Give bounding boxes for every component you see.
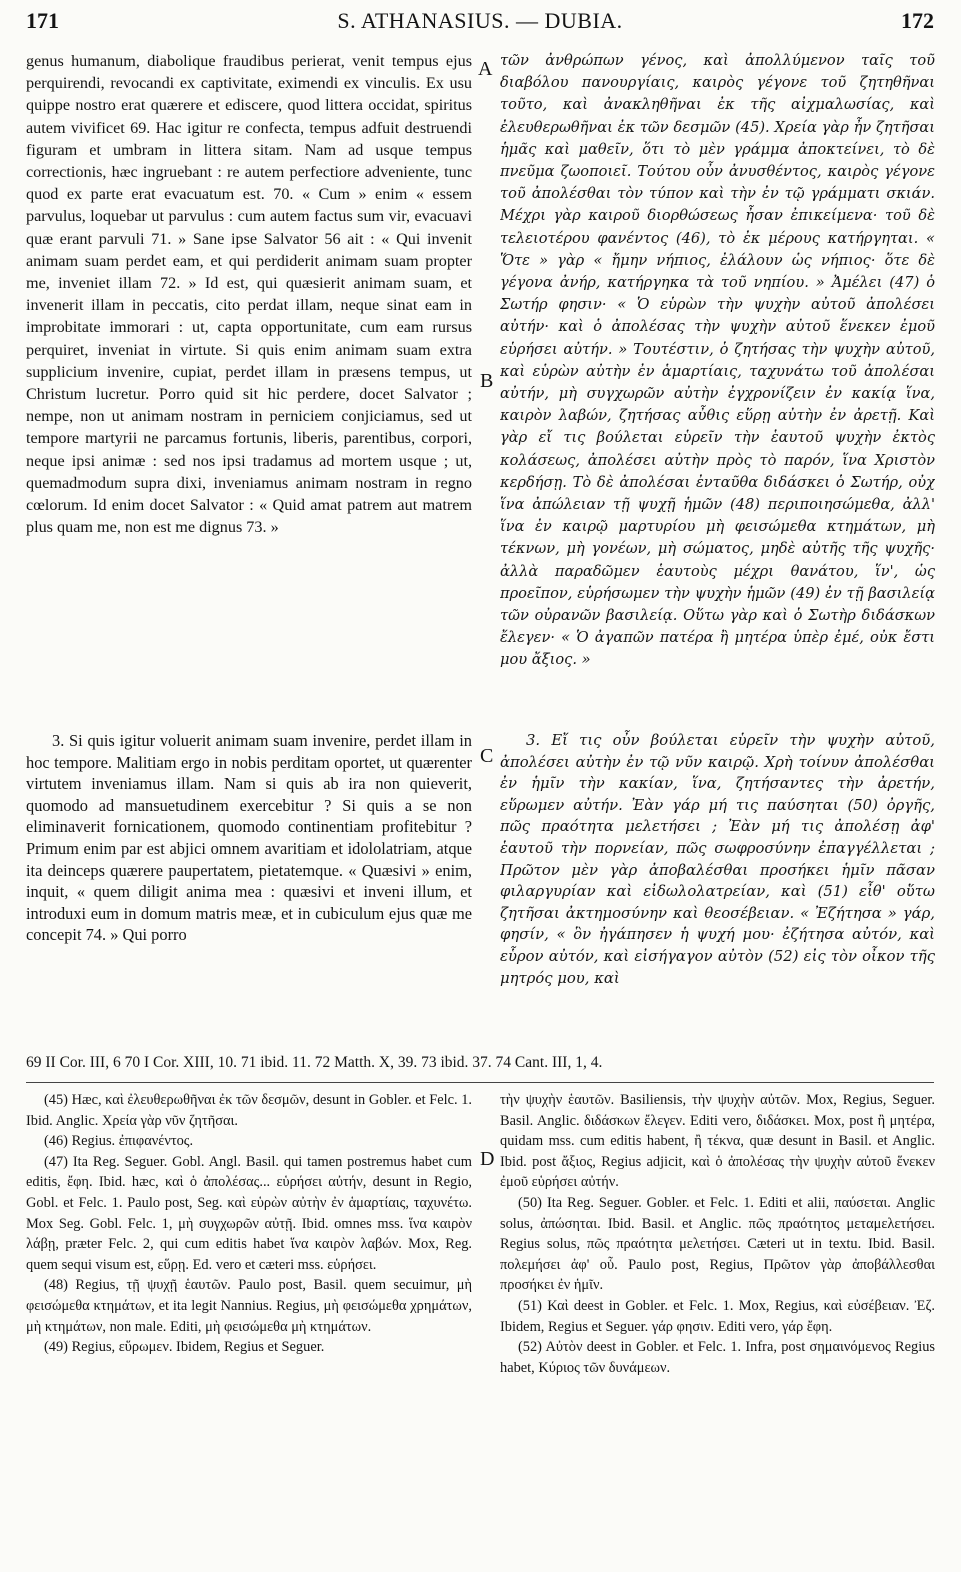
running-title: S. ATHANASIUS. — DUBIA. — [337, 8, 623, 33]
latin-section-3 — [26, 730, 472, 1044]
margin-letter-c: C — [480, 745, 494, 767]
latin-paragraph: genus humanum, diabolique fraudibus perierat, venit tempus ejus perquirendi, revocandi ex captivitate, eximendi ex vinculis. Ex usu quippe nostro erat quærere et ediscere, quod littera occidat, spiritus autem vivificet 69. Hac igitur re confecta, tempus adfuit destruendi figuram et umbram in littera sitam. Nam ad usque tempus correctionis, hæc ingruebant : re autem perfectiore adveniente, tunc quod ex parte erat evacuatum est. 70. « Cum » enim « essem parvulus, loquebar ut parvulus : cum autem factus sum vir, evacuavi quæ erant parvuli 71. » Sane ipse Salvator 56 ait : « Qui invenit animam suam perdet eam, et qui perdiderit animam suam propter me, inveniet illam 72. » Id est, qui quæsierit animam suam, et invenerit illam in peccatis, cito perdat illam, neque sinat eam in improbitate immorari : ut, capta opportunitate, cum eam rursus perquiret, inveniat in virtute. Si quis enim animam suam extra supplicium invenire, cupiat, perdet illam in præsens tempus, ut Christum lucretur. Porro quid sit hic perdere, docet Salvator ; nempe, non ut animam nostram in perniciem conjiciamus, sed ut tempore martyrii ne parcamus fortunis, liberis, parentibus, corpori, neque ipsi animæ : sed nos ipsi tradamus ad mortem usque ; ut, quemadmodum supra dixi, inveniamus animam nostram in regno cœlorum. Id enim docet Salvator : « Quid amat patrem aut matrem plus quam me, non est me dignus 73. » — [26, 52, 472, 537]
margin-letter-d: D — [480, 1148, 495, 1170]
margin-letter-a: A — [478, 58, 493, 80]
note: (51) Καὶ deest in Gobler. et Felc. 1. Mox, Regius, καὶ εὐσέβειαν. Ἐζ. Ibidem, Regius et Seguer. γάρ φησιν. Editi vero, γάρ ἔφη. — [500, 1297, 935, 1335]
note: (47) Ita Reg. Seguer. Gobl. Angl. Basil. qui tamen postremus habet cum editis, ἔφη. Ibid. hæc, καὶ ὁ ἀπολέσας... εὑρήσει αὐτήν, desunt in Regio, Gobl. et Felc. 1. Paulo post, Seg. καὶ εὑρὼν αὐτὴν ἐν ἁμαρτίαις, ταχυνέτω. Mox Seg. Gobl. Felc. 1, μὴ συγχωρῶν αὐτῇ. Ibid. omnes mss. ἵνα καιρὸν λάβῃ, præter Felc. 2, qui cum editis habet ἵνα καιρὸν λαβών. Mox, Reg. quem sequi visum est, εὕρῃ. Ed. vero et cæteri mss. εὑρήσει. — [26, 1153, 472, 1273]
notes-right-column — [500, 1090, 935, 1565]
note: τὴν ψυχὴν ἑαυτῶν. Basiliensis, τὴν ψυχὴν αὐτῶν. Mox, Regius, Seguer. Basil. Anglic. διδάσκων ἔλεγεν. Editi vero, διδάσκει. Mox, post ἢ μητέρα, quidam mss. cum editis habent, ἢ τέκνα, quæ desunt in Basil. et Anglic. Ibid. post ἄξιος, Regius adjicit, καὶ ὁ ἀπολέσας τὴν ψυχὴν αὐτοῦ ἕνεκεν ἐμοῦ εὑρήσει αὐτήν. — [500, 1092, 935, 1191]
note: (48) Regius, τῇ ψυχῇ ἑαυτῶν. Paulo post, Basil. quem secuimur, μὴ φεισώμεθα κτημάτων, et ita legit Nannius. Regius, μὴ φεισώμεθα χρημάτων, μὴ κτημάτων, non male. Editi, μὴ φεισώμεθα μὴ κτημάτων. — [26, 1277, 472, 1335]
margin-letter-b: B — [480, 370, 494, 392]
greek-paragraph: τῶν ἀνθρώπων γένος, καὶ ἀπολλύμενον ταῖς τοῦ διαβόλου πανουργίαις, καιρὸς γέγονε τοῦ ζητηθῆναι τοῦτο, καὶ ἀνακληθῆναι ἐκ τῆς αἰχμαλωσίας, καὶ ἐλευθερωθῆναι ἐκ τῶν δεσμῶν (45). Χρεία γὰρ ἦν ζητῆσαι ἡμᾶς καὶ μαθεῖν, ὅτι τὸ μὲν γράμμα ἀποκτείνει, τὸ δὲ πνεῦμα ζωοποιεῖ. Τούτου οὖν ἀνυσθέντος, καιρὸς γέγονε τοῦ ἀπολέσθαι τὸν τύπον καὶ τὴν ἐν τῷ γράμματι σκιάν. Μέχρι γὰρ καιροῦ διορθώσεως ἦσαν ἐπικείμενα· τοῦ δὲ τελειοτέρου φανέντος (46), τὸ ἐκ μέρους κατήργηται. « Ὅτε » γὰρ « ἤμην νήπιος, ἐλάλουν ὡς νήπιος· ὅτε δὲ γέγονα ἀνήρ, κατήργηκα τὰ τοῦ νηπίου. » Ἀμέλει (47) ὁ Σωτήρ φησιν· « Ὁ εὑρὼν τὴν ψυχὴν αὐτοῦ ἀπολέσει αὐτήν· καὶ ὁ ἀπολέσας τὴν ψυχὴν αὐτοῦ ἕνεκεν ἐμοῦ εὑρήσει αὐτήν. » Τουτέστιν, ὁ ζητήσας τὴν ψυχὴν αὐτοῦ, καὶ εὑρὼν αὐτὴν ἐν ἁμαρτίαις, ταχυνάτω τοῦ ἀπολέσαι αὐτήν, μὴ συγχωρῶν αὐτὴν ἐγχρονίζειν ἐν κακίᾳ ἵνα, καιρὸν λαβών, ζητήσας αὖθις εὕρῃ αὐτὴν ἐν ἀρετῇ. Καὶ γὰρ εἴ τις βούλεται εὑρεῖν τὴν ἑαυτοῦ ψυχὴν ἐκτὸς κολάσεως, ἀπολέσει αὐτὴν πρὸς τὸ παρόν, ἵνα Χριστὸν κερδήσῃ. Τὸ δὲ ἀπολέσαι ἐνταῦθα διδάσκει ὁ Σωτήρ, οὐχ ἵνα ἀπώλειαν τῇ ψυχῇ ἡμῶν (48) περιποιησώμεθα, ἀλλ' ἵνα ἐν καιρῷ μαρτυρίου μὴ φεισώμεθα κτημάτων, μὴ τέκνων, μὴ γονέων, μὴ σώματος, μηδὲ αὐτῆς τῆς ψυχῆς· ἀλλὰ παραδῶμεν ἑαυτοὺς μέχρι θανάτου, ἵν', ὡς προεῖπον, εὑρήσωμεν τὴν ψυχὴν ἡμῶν (49) ἐν τῇ βασιλείᾳ τῶν οὐρανῶν βασιλείᾳ. Οὕτω γὰρ καὶ ὁ Σωτὴρ διδάσκων ἔλεγεν· « Ὁ ἀγαπῶν πατέρα ἢ μητέρα ὑπὲρ ἐμέ, οὐκ ἔστι μου ἄξιος. » — [500, 52, 935, 669]
note: (46) Regius. ἐπιφανέντος. — [44, 1133, 194, 1150]
page-number-left: 171 — [26, 8, 59, 33]
note: (45) Hæc, καὶ ἐλευθερωθῆναι ἐκ τῶν δεσμῶν, desunt in Gobler. et Felc. 1. Ibid. Anglic. Χρεία γὰρ νῦν ζητῆσαι. — [26, 1092, 472, 1129]
greek-column — [500, 50, 935, 782]
greek-paragraph-3: 3. Εἴ τις οὖν βούλεται εὑρεῖν τὴν ψυχὴν αὐτοῦ, ἀπολέσει αὐτὴν ἐν τῷ νῦν καιρῷ. Χρὴ τοίνυν ἀπολέσθαι ἐν ἡμῖν τὴν κακίαν, ἵνα, ζητήσαντες τὴν ἀρετήν, εὕρωμεν αὐτήν. Ἐὰν γάρ μή τις παύσηται (50) ὀργῆς, πῶς πραότητα μελετήσει ; Ἐὰν μή τις ἀπολέσῃ ἀφ' ἑαυτοῦ τὴν πορνείαν, πῶς σωφροσύνην ἐπαγγέλλεται ; Πρῶτον μὲν γὰρ ἀποβαλέσθαι προσήκει ἡμῖν πᾶσαν φιλαργυρίαν καὶ εἰδωλολατρείαν, καὶ (51) εἶθ' οὕτω ζητῆσαι ἀκτημοσύνην καὶ θεοσέβειαν. « Ἐζήτησα » γάρ, φησίν, « ὃν ἠγάπησεν ἡ ψυχή μου· ἐζήτησα αὐτόν, καὶ εὗρον αὐτόν, καὶ εἰσήγαγον αὐτὸν (52) εἰς τὸν οἶκον τῆς μητρός μου, καὶ — [500, 732, 935, 987]
latin-column — [26, 50, 472, 782]
footnote-divider — [26, 1082, 934, 1083]
scripture-references: 69 II Cor. III, 6 70 I Cor. XIII, 10. 71 ibid. 11. 72 Matth. X, 39. 73 ibid. 37. 74 Cant. III, 1, 4. — [26, 1054, 603, 1071]
note: (49) Regius, εὕρωμεν. Ibidem, Regius et Seguer. — [44, 1339, 325, 1356]
note: (52) Αὐτὸν deest in Gobler. et Felc. 1. Infra, post σημαινόμενος Regius habet, Κύριος τῶν δυνάμεων. — [500, 1339, 935, 1376]
latin-paragraph-3: 3. Si quis igitur voluerit animam suam invenire, perdet illam in hoc tempore. Malitiam ergo in nobis perditam oportet, ut quærenter virtutem inveniamus illam. Nam si quis ab ira non quieverit, quomodo ad mansuetudinem exercebitur ? Si quis a se non eliminaverit fornicationem, quomodo continentiam profitebitur ? Primum enim par est abjici omnem avaritiam et idololatriam, atque ita deinceps quærere paupertatem, pietatemque. « Quæsivi » enim, inquit, « quem diligit anima mea : quæsivi et inveni illum, et introduxi eum in domum matris meæ, et in cubiculum ejus quæ me concepit 74. » Qui porro — [26, 731, 472, 945]
note: (50) Ita Reg. Seguer. Gobler. et Felc. 1. Editi et alii, παύσεται. Anglic solus, ἀπώσηται. Ibid. Basil. et Anglic. πῶς πραότητος μεταμελετήσει. Regius solus, πῶς πραότητα μελετήσει. Cæteri ut in textu. Ibid. Basil. πολεμήσει ἀφ' οὗ. Paulo post, Regius, Πρῶτον γὰρ ἀποβάλλεσθαι προσήκει ἐν ἡμῖν. — [500, 1194, 935, 1294]
notes-left-column — [26, 1090, 472, 1565]
greek-section-3 — [500, 730, 935, 1044]
page-header — [26, 8, 934, 42]
page-number-right: 172 — [901, 8, 934, 33]
